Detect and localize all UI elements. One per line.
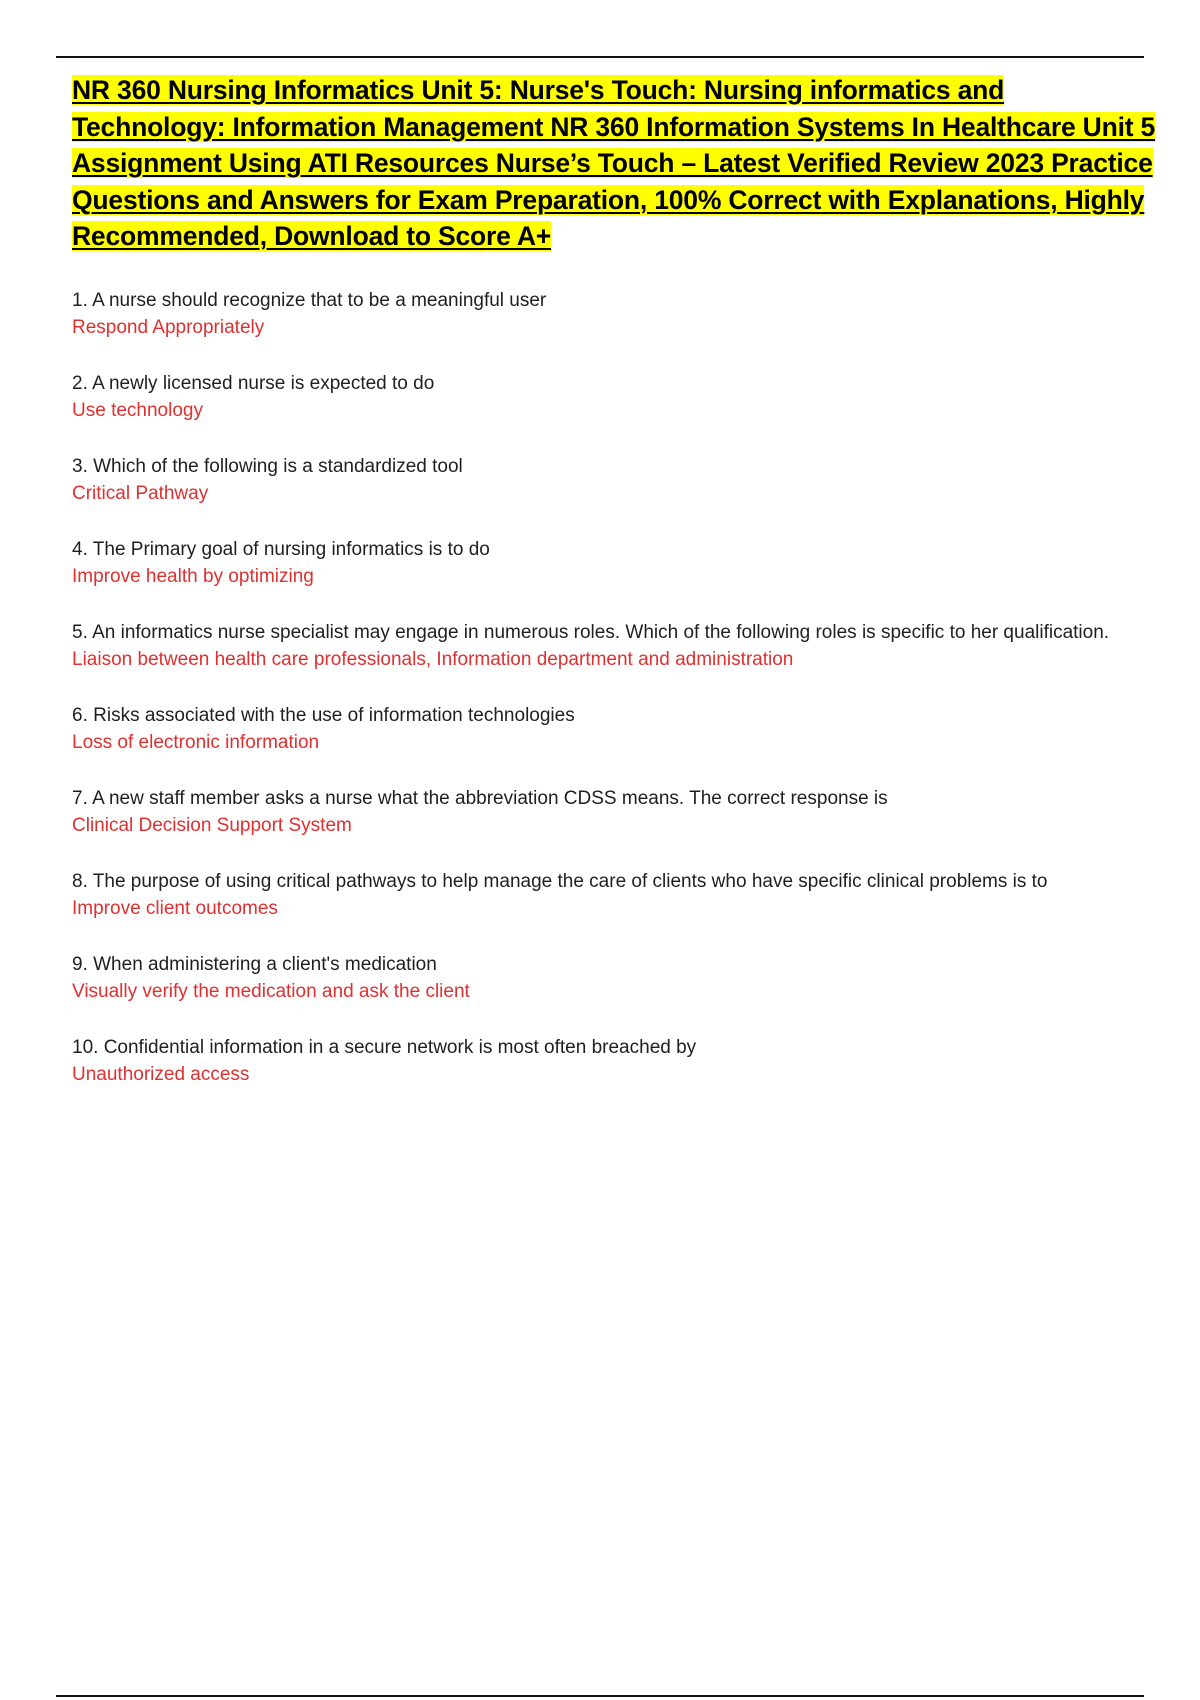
qa-item xyxy=(72,785,1162,839)
qa-item xyxy=(72,868,1162,922)
question-text: 1. A nurse should recognize that to be a meaningful user xyxy=(72,289,547,311)
qa-item xyxy=(72,619,1162,673)
top-rule xyxy=(56,56,1144,58)
answer-text: Unauthorized access xyxy=(72,1063,250,1085)
answer-text: Critical Pathway xyxy=(72,482,209,504)
answer-text: Clinical Decision Support System xyxy=(72,814,352,836)
answer-text: Respond Appropriately xyxy=(72,316,265,338)
question-text: 8. The purpose of using critical pathways to help manage the care of clients who have specific clinical problems is to xyxy=(72,870,1048,892)
qa-item xyxy=(72,702,1162,756)
qa-item xyxy=(72,370,1162,424)
question-text: 5. An informatics nurse specialist may engage in numerous roles. Which of the following roles is specific to her qualification. xyxy=(72,621,1110,643)
answer-text: Loss of electronic information xyxy=(72,731,320,753)
answer-text: Liaison between health care professionals, Information department and administration xyxy=(72,648,794,670)
question-text: 9. When administering a client's medication xyxy=(72,953,437,975)
bottom-rule xyxy=(56,1695,1144,1697)
qa-list xyxy=(72,287,1162,1088)
answer-text: Use technology xyxy=(72,399,203,421)
document-title-text: NR 360 Nursing Informatics Unit 5: Nurse's Touch: Nursing informatics and Technology: Information Management NR 360 Information Systems In Healthcare Unit 5 Assignment Using ATI Resources Nurse’s Touch – Latest Verified Review 2023 Practice Questions and Answers for Exam Preparation, 100% Correct with Explanations, Highly Recommended, Download to Score A+ xyxy=(72,75,1156,251)
document-body xyxy=(72,72,1162,1117)
question-text: 3. Which of the following is a standardized tool xyxy=(72,455,463,477)
answer-text: Visually verify the medication and ask the client xyxy=(72,980,470,1002)
answer-text: Improve health by optimizing xyxy=(72,565,314,587)
question-text: 2. A newly licensed nurse is expected to do xyxy=(72,372,435,394)
qa-item xyxy=(72,536,1162,590)
question-text: 4. The Primary goal of nursing informatics is to do xyxy=(72,538,490,560)
document-title xyxy=(72,72,1162,255)
qa-item xyxy=(72,951,1162,1005)
qa-item xyxy=(72,1034,1162,1088)
question-text: 10. Confidential information in a secure network is most often breached by xyxy=(72,1036,697,1058)
qa-item xyxy=(72,287,1162,341)
qa-item xyxy=(72,453,1162,507)
answer-text: Improve client outcomes xyxy=(72,897,278,919)
question-text: 7. A new staff member asks a nurse what the abbreviation CDSS means. The correct response is xyxy=(72,787,888,809)
question-text: 6. Risks associated with the use of information technologies xyxy=(72,704,575,726)
